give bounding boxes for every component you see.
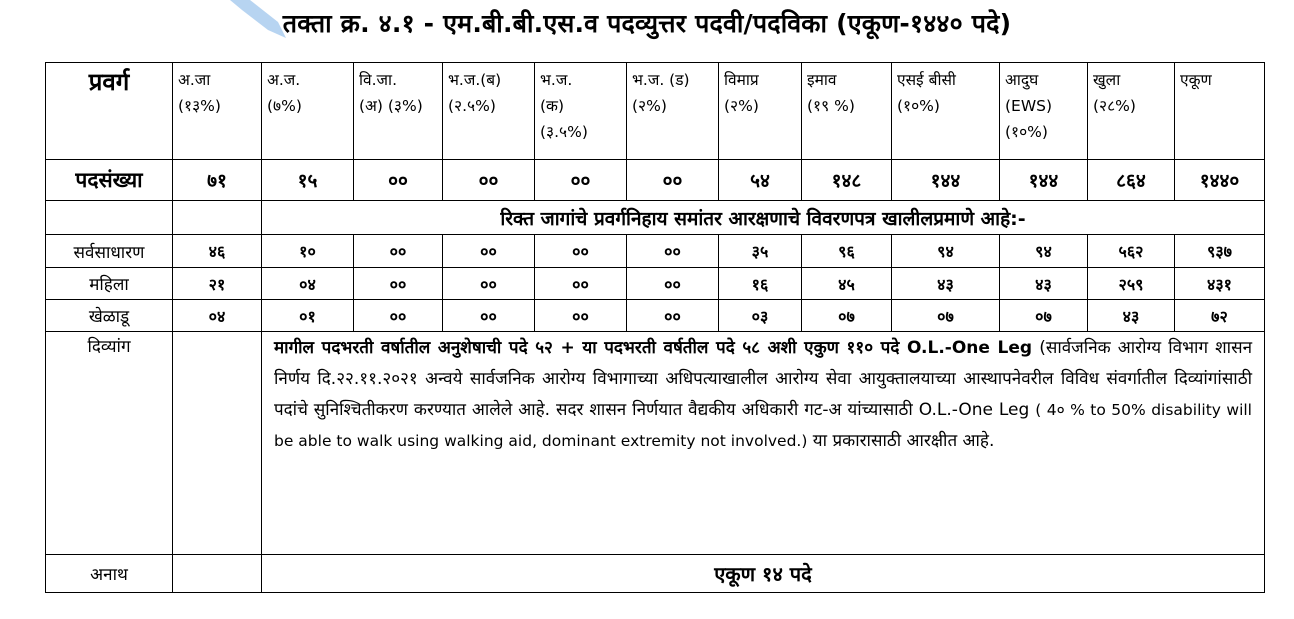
- divyang-label: दिव्यांग: [46, 332, 173, 555]
- empty-cell: [173, 201, 262, 235]
- table-row: [46, 300, 1265, 332]
- posts-value: १४४: [1000, 160, 1088, 201]
- row-value: ००: [535, 300, 627, 332]
- posts-value: ००: [535, 160, 627, 201]
- row-value: ०४: [262, 268, 354, 300]
- posts-value: ५४: [719, 160, 802, 201]
- row-value: ००: [354, 300, 443, 332]
- row-value: ०१: [262, 300, 354, 332]
- divyang-text-end: या प्रकारासाठी आरक्षीत आहे.: [807, 431, 995, 451]
- anath-row: [46, 555, 1265, 593]
- divyang-bold-lead: मागील पदभरती वर्षातील अनुशेषाची पदे ५२ + या पदभरती वर्षतील पदे ५८ अशी एकुण ११० पदे O.L.-One Leg: [274, 338, 1033, 358]
- divyang-text-english: ( 4० % to 50% disability will be able to walk using walking aid, dominant extremity not involved.): [274, 401, 1252, 450]
- row-value: ९६: [802, 235, 892, 268]
- table-row: [46, 268, 1265, 300]
- row-label: खेळाडू: [46, 300, 173, 332]
- row-value: ०७: [802, 300, 892, 332]
- header-cell: भ.ज. (ड) (२%): [627, 63, 719, 160]
- row-value: ४५: [802, 268, 892, 300]
- row-value: ००: [627, 235, 719, 268]
- row-value: १०: [262, 235, 354, 268]
- posts-value: ००: [443, 160, 535, 201]
- row-value: ०३: [719, 300, 802, 332]
- posts-value: ००: [354, 160, 443, 201]
- reservation-table: [45, 62, 1265, 593]
- table-row: [46, 235, 1265, 268]
- row-label: सर्वसाधारण: [46, 235, 173, 268]
- header-cell: एसई बीसी (१०%): [892, 63, 1000, 160]
- row-label: महिला: [46, 268, 173, 300]
- posts-value: १४४०: [1175, 160, 1265, 201]
- header-cell: विमाप्र (२%): [719, 63, 802, 160]
- header-cell: वि.जा. (अ) (३%): [354, 63, 443, 160]
- posts-value: १५: [262, 160, 354, 201]
- row-value: ९४: [1000, 235, 1088, 268]
- header-cell: अ.जा (१३%): [173, 63, 262, 160]
- anath-label: अनाथ: [46, 555, 173, 593]
- anath-total-note: एकूण १४ पदे: [262, 555, 1265, 593]
- row-value: ००: [354, 268, 443, 300]
- parallel-note-row: [46, 201, 1265, 235]
- header-cell: भ.ज.(ब) (२.५%): [443, 63, 535, 160]
- row-value: ००: [354, 235, 443, 268]
- posts-label: पदसंख्या: [46, 160, 173, 201]
- header-category: प्रवर्ग: [46, 63, 173, 160]
- header-cell: आदुघ (EWS) (१०%): [1000, 63, 1088, 160]
- row-value: ००: [535, 235, 627, 268]
- divyang-description: [262, 332, 1265, 555]
- posts-value: १४४: [892, 160, 1000, 201]
- posts-value: ००: [627, 160, 719, 201]
- row-value: ०७: [1000, 300, 1088, 332]
- row-value: ९३७: [1175, 235, 1265, 268]
- row-value: १६: [719, 268, 802, 300]
- empty-cell: [46, 201, 173, 235]
- row-value: ०७: [892, 300, 1000, 332]
- row-value: २५९: [1088, 268, 1175, 300]
- row-value: ४६: [173, 235, 262, 268]
- row-value: ००: [443, 268, 535, 300]
- row-value: ४३: [1088, 300, 1175, 332]
- header-cell: अ.ज. (७%): [262, 63, 354, 160]
- row-value: ००: [627, 268, 719, 300]
- header-cell: भ.ज. (क) (३.५%): [535, 63, 627, 160]
- row-value: ५६२: [1088, 235, 1175, 268]
- row-value: ९४: [892, 235, 1000, 268]
- header-cell: एकूण: [1175, 63, 1265, 160]
- row-value: ०४: [173, 300, 262, 332]
- posts-row: [46, 160, 1265, 201]
- row-value: ७२: [1175, 300, 1265, 332]
- empty-cell: [173, 555, 262, 593]
- divyang-text: (सार्वजनिक आरोग्य विभाग शासन निर्णय दि.२२.११.२०२१ अन्वये सार्वजनिक आरोग्य विभागाच्या अधिपत्याखालील आरोग्य सेवा आयुक्तालयाच्या आस्थापनेवरील विविध संवर्गातील दिव्यांगांसाठी पदांचे सुनिश्चितीकरण करण्यात आलेले आहे. सदर शासन निर्णयात वैद्यकीय अधिकारी गट-अ यांच्यासाठी O.L.-One Leg: [274, 338, 1253, 420]
- parallel-reservation-note: रिक्त जागांचे प्रवर्गनिहाय समांतर आरक्षणाचे विवरणपत्र खालीलप्रमाणे आहे:-: [262, 201, 1265, 235]
- header-cell: खुला (२८%): [1088, 63, 1175, 160]
- row-value: ००: [627, 300, 719, 332]
- divyang-row: [46, 332, 1265, 555]
- header-row: [46, 63, 1265, 160]
- row-value: ००: [443, 235, 535, 268]
- row-value: ००: [535, 268, 627, 300]
- posts-value: ८६४: [1088, 160, 1175, 201]
- posts-value: १४८: [802, 160, 892, 201]
- row-value: ४३: [1000, 268, 1088, 300]
- header-cell: इमाव (१९ %): [802, 63, 892, 160]
- row-value: ३५: [719, 235, 802, 268]
- empty-cell: [173, 332, 262, 555]
- page-title: तक्ता क्र. ४.१ - एम.बी.बी.एस.व पदव्युत्तर पदवी/पदविका (एकूण-१४४० पदे): [282, 9, 1012, 38]
- posts-value: ७१: [173, 160, 262, 201]
- row-value: ४३१: [1175, 268, 1265, 300]
- row-value: ४३: [892, 268, 1000, 300]
- row-value: २१: [173, 268, 262, 300]
- row-value: ००: [443, 300, 535, 332]
